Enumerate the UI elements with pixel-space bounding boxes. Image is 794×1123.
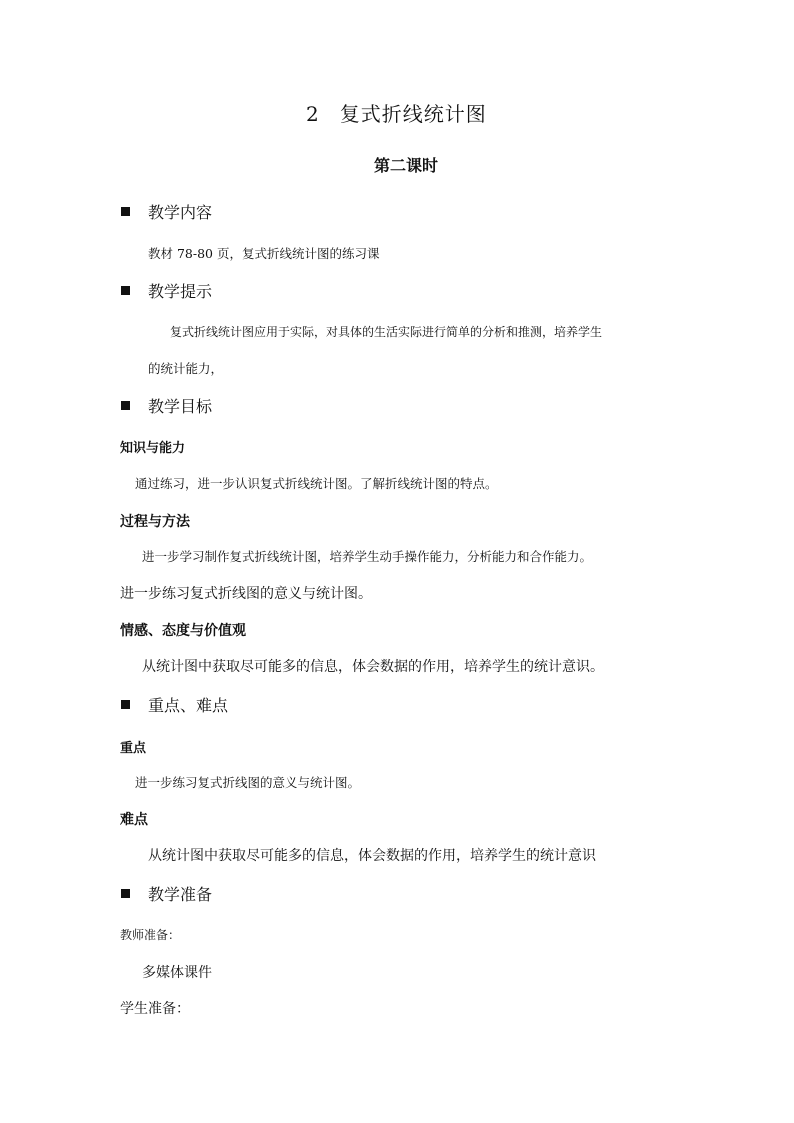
lesson-subtitle: 第二课时 bbox=[374, 156, 439, 175]
square-bullet-icon bbox=[121, 700, 130, 709]
content-text: 教材 78-80 页，复式折线统计图的练习课 bbox=[148, 246, 380, 261]
square-bullet-icon bbox=[121, 401, 130, 410]
title-text: 复式折线统计图 bbox=[339, 102, 487, 126]
section-heading-text: 教学内容 bbox=[148, 203, 213, 222]
goal-process-label: 过程与方法 bbox=[120, 514, 190, 530]
key-label: 重点 bbox=[120, 741, 147, 756]
section-heading-text: 教学目标 bbox=[148, 397, 213, 416]
section-heading-tips bbox=[121, 279, 212, 302]
square-bullet-icon bbox=[121, 889, 130, 898]
section-heading-prep bbox=[121, 882, 212, 905]
square-bullet-icon bbox=[121, 286, 130, 295]
goal-knowledge-label: 知识与能力 bbox=[120, 441, 186, 456]
section-heading-text: 重点、难点 bbox=[148, 696, 229, 715]
title-number: 2 bbox=[306, 102, 320, 126]
section-heading-content bbox=[121, 200, 212, 223]
key-text: 进一步练习复式折线图的意义与统计图。 bbox=[135, 775, 361, 790]
goal-emotion-text: 从统计图中获取尽可能多的信息，体会数据的作用，培养学生的统计意识。 bbox=[142, 659, 604, 675]
section-heading-goals bbox=[121, 394, 212, 417]
goal-process-text2: 进一步练习复式折线图的意义与统计图。 bbox=[120, 586, 372, 602]
hard-text: 从统计图中获取尽可能多的信息，体会数据的作用，培养学生的统计意识 bbox=[148, 848, 596, 864]
section-heading-text: 教学准备 bbox=[148, 885, 213, 904]
hard-label: 难点 bbox=[120, 812, 148, 828]
tips-text-line2: 的统计能力， bbox=[148, 361, 224, 376]
goal-emotion-label: 情感、态度与价值观 bbox=[120, 623, 246, 639]
goal-process-text1: 进一步学习制作复式折线统计图，培养学生动手操作能力，分析能力和合作能力。 bbox=[142, 549, 593, 564]
tips-text-line1: 复式折线统计图应用于实际，对具体的生活实际进行简单的分析和推测，培养学生 bbox=[170, 325, 603, 339]
section-heading-keypoints bbox=[121, 693, 228, 716]
section-heading-text: 教学提示 bbox=[148, 282, 213, 301]
goal-knowledge-text: 通过练习，进一步认识复式折线统计图。了解折线统计图的特点。 bbox=[135, 476, 498, 491]
square-bullet-icon bbox=[121, 207, 130, 216]
page-title bbox=[306, 98, 487, 127]
student-prep-label: 学生准备： bbox=[120, 1001, 190, 1017]
teacher-prep-label: 教师准备： bbox=[120, 928, 181, 942]
teacher-prep-item: 多媒体课件 bbox=[142, 965, 212, 981]
